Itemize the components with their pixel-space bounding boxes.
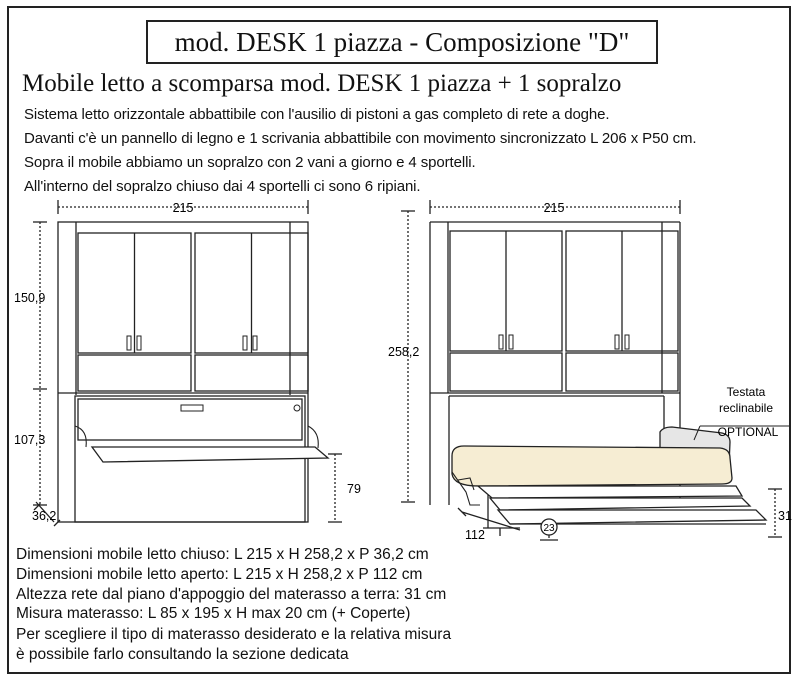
product-heading: Mobile letto a scomparsa mod. DESK 1 piazza + 1 sopralzo	[22, 70, 622, 97]
spec-line-mattress: Misura materasso: L 85 x 195 x H max 20 cm (+ Coperte)	[16, 605, 411, 622]
page-title: mod. DESK 1 piazza - Composizione "D"	[146, 20, 658, 64]
description-line-4: All'interno del sopralzo chiuso dai 4 sportelli ci sono 6 ripiani.	[24, 178, 421, 195]
spec-line-closed: Dimensioni mobile letto chiuso: L 215 x H 258,2 x P 36,2 cm	[16, 546, 429, 563]
description-line-1: Sistema letto orizzontale abbattibile con l'ausilio di pistoni a gas completo di rete a doghe.	[24, 106, 610, 123]
spec-line-choose-2: è possibile farlo consultando la sezione dedicata	[16, 646, 349, 663]
closed-lower-height-label: 107,3	[14, 433, 46, 447]
closed-upper-height-label: 150,9	[14, 291, 46, 305]
desk-height-label: 79	[347, 482, 361, 496]
closed-depth-label: 36,2	[32, 509, 57, 523]
foot-marker-label: 23	[543, 523, 555, 534]
description-line-3: Sopra il mobile abbiamo un sopralzo con 2 vani a giorno e 4 sportelli.	[24, 154, 476, 171]
optional-label: OPTIONAL	[717, 425, 779, 439]
open-width-label: 215	[543, 201, 565, 215]
closed-view-drawing	[33, 200, 342, 526]
spec-line-choose-1: Per scegliere il tipo di materasso desiderato e la relativa misura	[16, 626, 452, 643]
description-line-2: Davanti c'è un pannello di legno e 1 scrivania abbattibile con movimento sincronizzato L 206 x P50 cm.	[24, 130, 697, 147]
spec-line-open: Dimensioni mobile letto aperto: L 215 x H 258,2 x P 112 cm	[16, 566, 423, 583]
headboard-label-1: Testata	[726, 385, 766, 399]
closed-width-label: 215	[172, 201, 194, 215]
open-height-label: 258,2	[388, 345, 420, 359]
headboard-label-2: reclinabile	[718, 401, 774, 415]
net-height-label: 31	[778, 509, 792, 523]
open-depth-label: 112	[465, 528, 485, 542]
spec-line-net-height: Altezza rete dal piano d'appoggio del materasso a terra: 31 cm	[16, 586, 447, 603]
open-view-drawing	[401, 200, 790, 540]
